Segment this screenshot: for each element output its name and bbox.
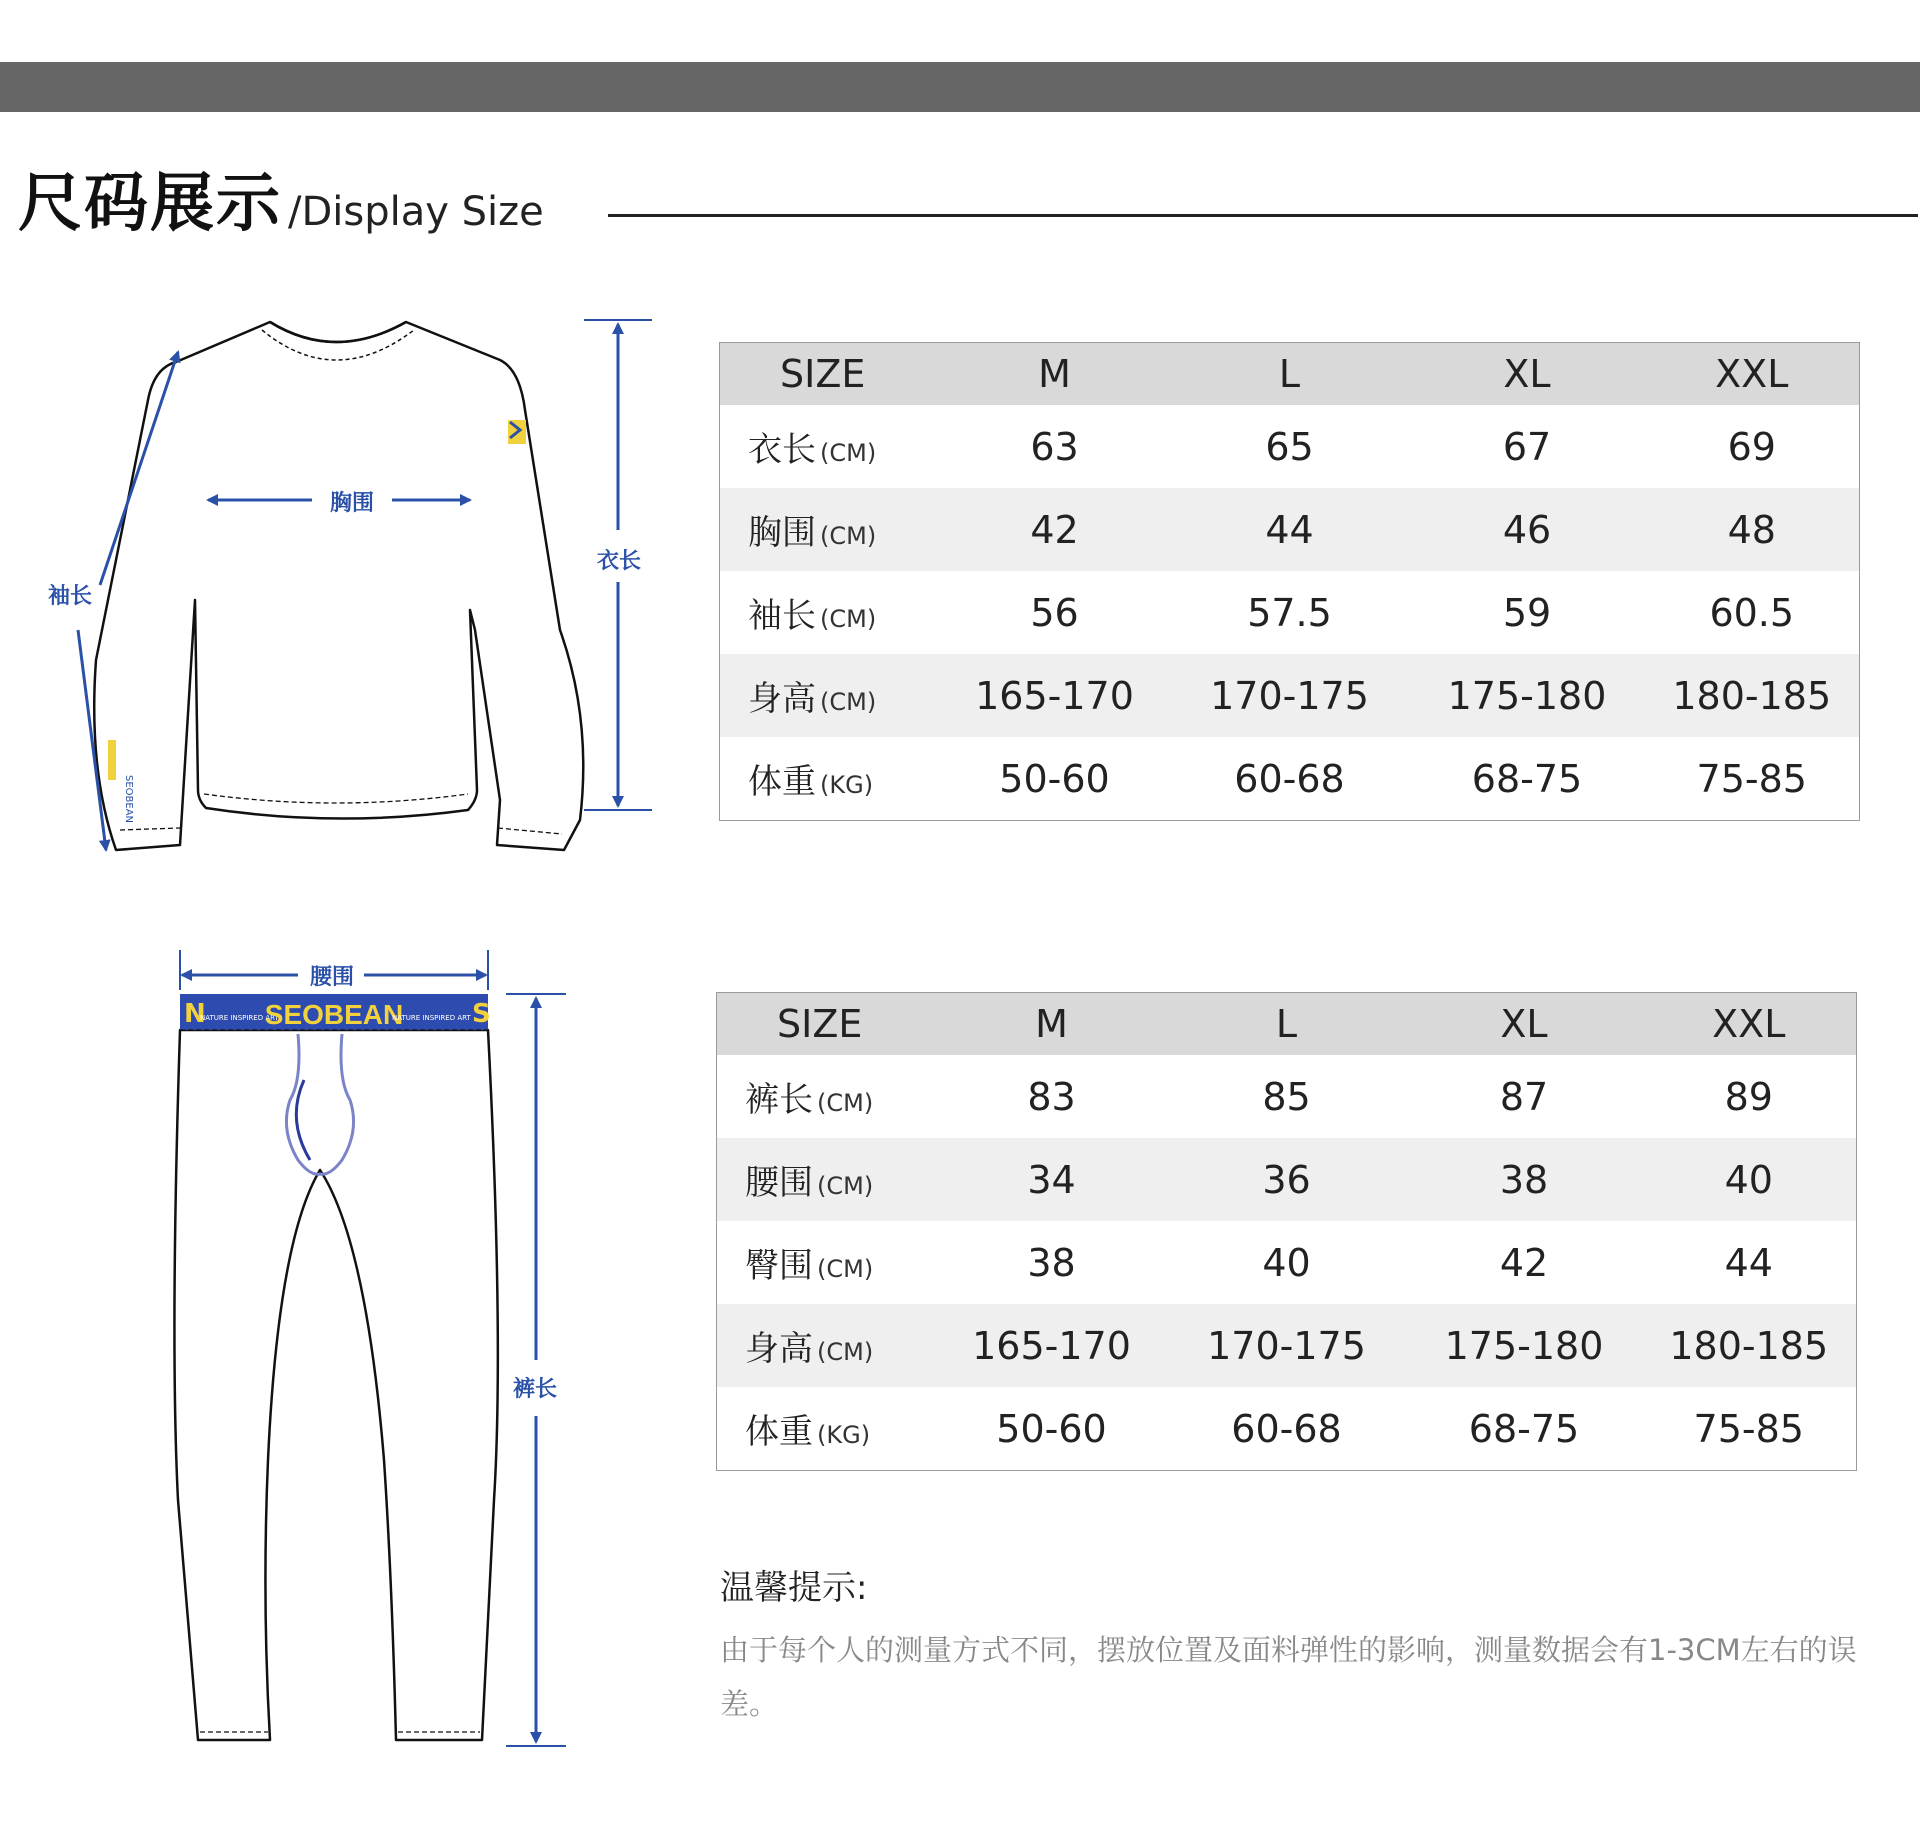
table-cell: 89 bbox=[1724, 1074, 1773, 1119]
table-cell: 48 bbox=[1645, 488, 1860, 571]
table-cell: 36 bbox=[1167, 1138, 1407, 1221]
table-header-row bbox=[720, 343, 1860, 406]
table-cell: 165-170 bbox=[937, 1304, 1167, 1387]
table-row bbox=[720, 654, 1860, 737]
row-label: 袖长 (CM) bbox=[748, 596, 877, 636]
row-label: 体重 (KG) bbox=[748, 762, 874, 802]
tips-title: 温馨提示: bbox=[720, 1568, 868, 1608]
table-cell: 60-68 bbox=[1234, 756, 1345, 801]
table-cell: 87 bbox=[1499, 1074, 1549, 1119]
table-cell: 83 bbox=[1027, 1074, 1076, 1119]
table-cell: 44 bbox=[1170, 488, 1410, 571]
table-cell: 50-60 bbox=[999, 756, 1110, 801]
header-cell-xxl: XXL bbox=[1642, 993, 1857, 1056]
title-english: /Display Size bbox=[288, 189, 544, 235]
cuff-brand-text: SEOBEAN bbox=[123, 775, 134, 824]
table-cell: 68-75 bbox=[1468, 1406, 1580, 1451]
tips-body: 由于每个人的测量方式不同，摆放位置及面料弹性的影响，测量数据会有1-3CM左右的误差。 bbox=[720, 1633, 1857, 1721]
table-cell: 57.5 bbox=[1247, 590, 1332, 635]
table-cell: 170-175 bbox=[1167, 1304, 1407, 1387]
table-cell: 42 bbox=[940, 488, 1170, 571]
row-label: 身高 (CM) bbox=[720, 654, 940, 737]
header-cell-l: L bbox=[1170, 343, 1410, 406]
row-label: 裤长 (CM) bbox=[745, 1080, 874, 1120]
table-row bbox=[717, 1055, 1857, 1138]
table-cell: 44 bbox=[1724, 1240, 1773, 1285]
sleeve-label: 袖长 bbox=[47, 584, 93, 609]
shirt-illustration bbox=[30, 300, 670, 880]
table-cell: 56 bbox=[1030, 590, 1079, 635]
bottom-size-table bbox=[716, 992, 1857, 1471]
table-row bbox=[720, 571, 1860, 654]
tips-section bbox=[720, 1560, 1870, 1731]
header-cell-xxl: XXL bbox=[1645, 343, 1860, 406]
table-cell: 175-180 bbox=[1410, 654, 1645, 737]
table-row bbox=[720, 405, 1860, 488]
pants-illustration bbox=[170, 940, 590, 1760]
title-underline bbox=[608, 214, 1918, 217]
shirt-diagram bbox=[30, 300, 670, 880]
table-cell: 40 bbox=[1262, 1240, 1311, 1285]
header-cell-m: M bbox=[940, 343, 1170, 406]
table-cell: 50-60 bbox=[996, 1406, 1107, 1451]
header-cell-xl: XL bbox=[1410, 343, 1645, 406]
table-cell: 42 bbox=[1499, 1240, 1549, 1285]
chest-label: 胸围 bbox=[329, 491, 375, 516]
table-cell: 46 bbox=[1410, 488, 1645, 571]
row-label: 衣长 (CM) bbox=[748, 430, 877, 470]
waist-label: 腰围 bbox=[309, 965, 355, 990]
table-cell: 180-185 bbox=[1645, 654, 1860, 737]
table-cell: 40 bbox=[1642, 1138, 1857, 1221]
row-label: 胸围 (CM) bbox=[720, 488, 940, 571]
table-cell: 67 bbox=[1502, 424, 1552, 469]
top-size-table bbox=[719, 342, 1860, 821]
row-label: 腰围 (CM) bbox=[717, 1138, 937, 1221]
table-header-row bbox=[717, 993, 1857, 1056]
header-cell-xl: XL bbox=[1407, 993, 1642, 1056]
table-cell: 170-175 bbox=[1170, 654, 1410, 737]
table-row bbox=[720, 488, 1860, 571]
table-row bbox=[717, 1387, 1857, 1471]
table-row bbox=[720, 737, 1860, 821]
table-cell: 68-75 bbox=[1471, 756, 1583, 801]
table-cell: 38 bbox=[1027, 1240, 1076, 1285]
waistband-brand: SEOBEAN bbox=[264, 999, 404, 1030]
table-cell: 165-170 bbox=[940, 654, 1170, 737]
waistband-left-letter: N bbox=[184, 999, 206, 1029]
header-cell-m: M bbox=[937, 993, 1167, 1056]
header-cell-size: SIZE bbox=[717, 993, 937, 1056]
table-cell: 59 bbox=[1502, 590, 1552, 635]
header-cell-size: SIZE bbox=[720, 343, 940, 406]
row-label: 体重 (KG) bbox=[745, 1412, 871, 1452]
row-label: 臀围 (CM) bbox=[745, 1246, 874, 1286]
table-cell: 180-185 bbox=[1642, 1304, 1857, 1387]
table-cell: 65 bbox=[1265, 424, 1314, 469]
length-label: 衣长 bbox=[596, 549, 642, 574]
table-cell: 63 bbox=[1030, 424, 1079, 469]
table-row bbox=[717, 1138, 1857, 1221]
waistband-tagline-left: NATURE INSPIRED ART bbox=[200, 1014, 279, 1022]
pants-diagram bbox=[170, 940, 590, 1760]
pants-length-label: 裤长 bbox=[512, 1377, 558, 1402]
header-cell-l: L bbox=[1167, 993, 1407, 1056]
table-row bbox=[717, 1304, 1857, 1387]
waistband-right-letter: S bbox=[472, 999, 491, 1029]
table-cell: 75-85 bbox=[1693, 1406, 1804, 1451]
table-cell: 60-68 bbox=[1231, 1406, 1342, 1451]
table-cell: 175-180 bbox=[1407, 1304, 1642, 1387]
table-cell: 85 bbox=[1262, 1074, 1311, 1119]
top-banner-bar bbox=[0, 62, 1920, 112]
table-cell: 75-85 bbox=[1696, 756, 1807, 801]
page-title bbox=[18, 160, 544, 241]
waistband-tagline-right: NATURE INSPIRED ART bbox=[392, 1014, 471, 1022]
table-row bbox=[717, 1221, 1857, 1304]
table-cell: 69 bbox=[1727, 424, 1776, 469]
table-cell: 38 bbox=[1407, 1138, 1642, 1221]
table-cell: 60.5 bbox=[1709, 590, 1795, 635]
row-label: 身高 (CM) bbox=[717, 1304, 937, 1387]
title-chinese: 尺码展示 bbox=[18, 167, 282, 241]
table-cell: 34 bbox=[937, 1138, 1167, 1221]
